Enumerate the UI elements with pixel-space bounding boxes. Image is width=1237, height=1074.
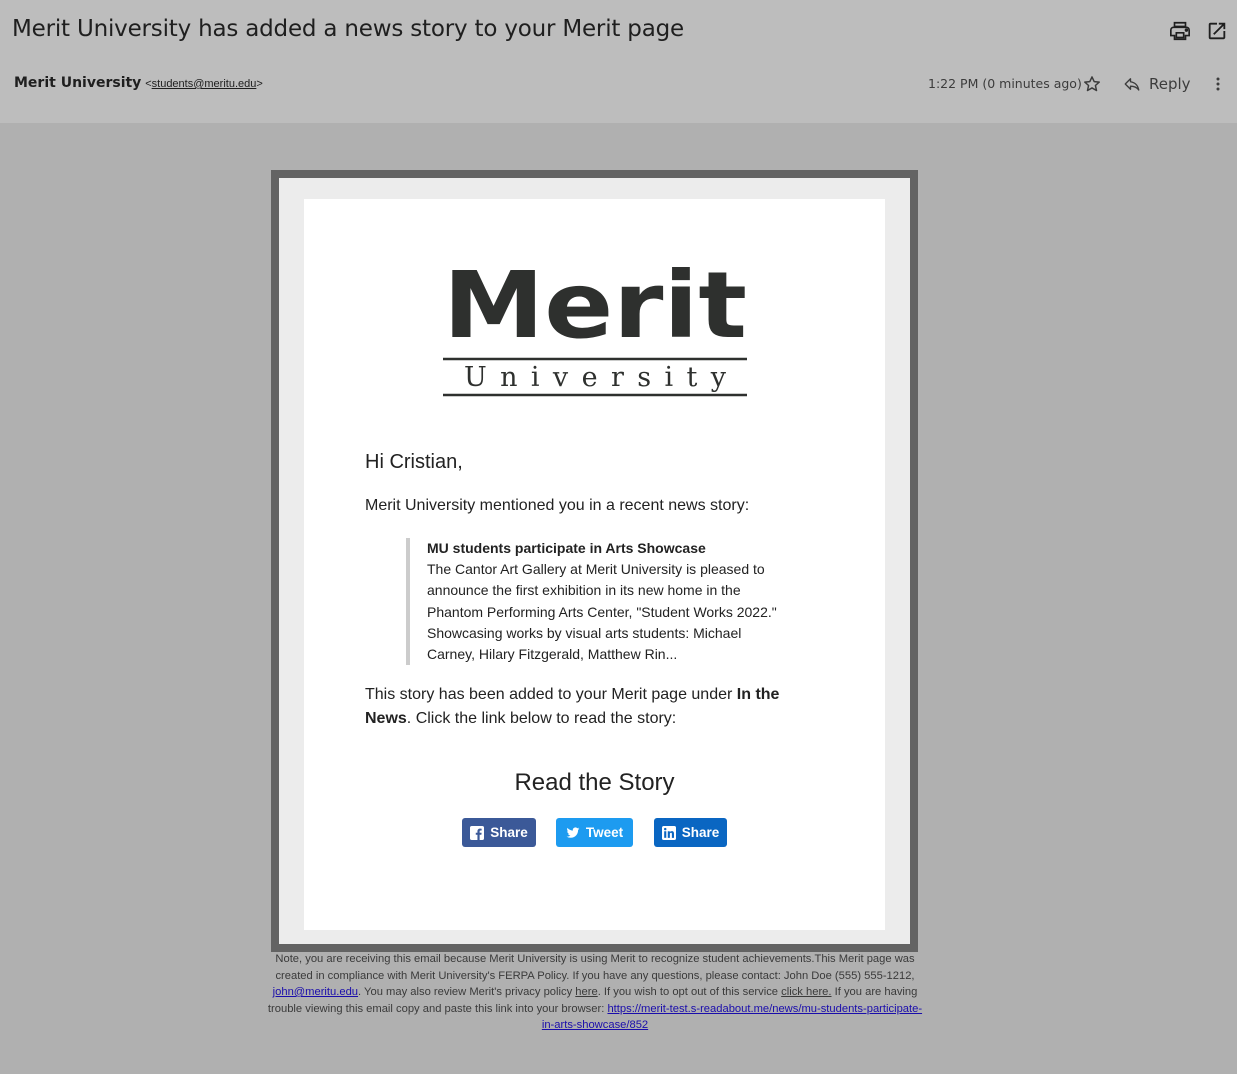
sender-email-link[interactable]: students@meritu.edu xyxy=(151,78,257,90)
story-excerpt: The Cantor Art Gallery at Merit University is pleased to announce the first exhibition in its new home in the Phantom Performing Arts Center, "Student Works 2022." Showcasing works by visual arts students: Michael Carney, Hilary Fitzgerald, Matthew Rin... xyxy=(427,561,777,663)
story-quote xyxy=(406,538,786,665)
logo-main-text: Merit xyxy=(443,255,747,359)
email-time: 1:22 PM (0 minutes ago) xyxy=(928,76,1082,91)
reply-label: Reply xyxy=(1149,75,1191,93)
sender-info xyxy=(14,74,263,91)
reply-button[interactable] xyxy=(1123,73,1191,95)
print-icon[interactable] xyxy=(1169,20,1191,42)
contact-email-link[interactable]: john@meritu.edu xyxy=(272,986,359,998)
email-header xyxy=(0,0,1237,123)
open-in-new-window-icon[interactable] xyxy=(1206,20,1228,42)
section-name: In the News xyxy=(365,686,780,727)
opt-out-link[interactable]: click here. xyxy=(781,986,832,998)
sender-name: Merit University xyxy=(14,75,142,91)
more-options-icon[interactable] xyxy=(1208,74,1228,94)
linkedin-share-button[interactable]: Share xyxy=(654,818,727,847)
story-url-link[interactable]: https://merit-test.s-readabout.me/news/mu-students-participate-in-arts-showcase/852 xyxy=(541,1002,923,1031)
email-frame xyxy=(271,170,918,952)
facebook-icon xyxy=(470,826,484,840)
twitter-icon xyxy=(566,826,580,840)
sender-email: <students@meritu.edu> xyxy=(145,78,263,90)
email-card xyxy=(304,199,885,930)
email-subject: Merit University has added a news story to your Merit page xyxy=(12,16,684,42)
email-footer: Note, you are receiving this email because Merit University is using Merit to recognize student achievements.This Merit page was created in compliance with Merit University's FERPA Policy. If you have any questions, please contact: John Doe (555) 555-1212, john@meritu.edu. You may also review Merit's privacy policy here. If you wish to opt out of this service click here. If you are having trouble viewing this email copy and paste this link into your browser: https://merit-test.s-readabout.me/news/mu-students-participate-in-arts-showcase/852 xyxy=(267,953,923,1031)
linkedin-icon xyxy=(662,826,676,840)
twitter-tweet-button[interactable]: Tweet xyxy=(556,818,633,847)
facebook-share-button[interactable]: Share xyxy=(462,818,536,847)
merit-university-logo xyxy=(441,255,749,397)
story-title: MU students participate in Arts Showcase xyxy=(427,540,706,556)
star-icon[interactable] xyxy=(1082,74,1102,94)
added-text: This story has been added to your Merit page under In the News. Click the link below to read the story: xyxy=(365,686,780,727)
privacy-policy-link[interactable]: here xyxy=(575,986,598,998)
greeting: Hi Cristian, xyxy=(365,451,463,473)
intro-text: Merit University mentioned you in a recent news story: xyxy=(365,497,750,514)
read-story-link[interactable]: Read the Story xyxy=(514,769,675,796)
logo-sub-text: University xyxy=(464,362,726,393)
reply-icon xyxy=(1123,75,1141,93)
